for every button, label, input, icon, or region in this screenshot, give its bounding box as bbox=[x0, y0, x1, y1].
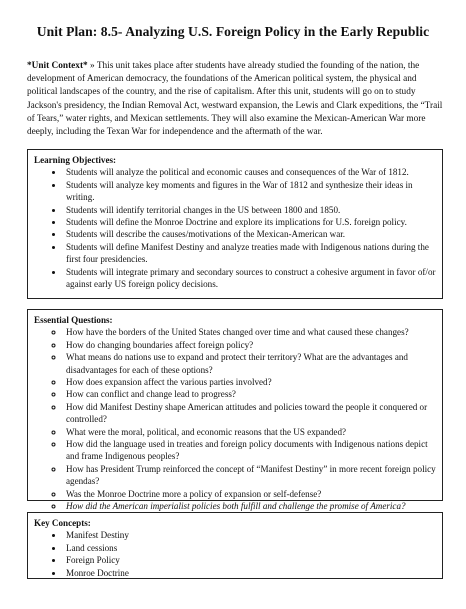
list-item: ◦ How have the borders of the United States changed over time and what caused these changes? bbox=[64, 326, 436, 338]
essential-questions-box bbox=[27, 309, 443, 512]
list-item: ◦ How did the language used in treaties and foreign policy documents with Indigenous nations depict and frame Indigenous peoples? bbox=[64, 438, 436, 463]
list-item: • Students will integrate primary and secondary sources to construct a cohesive argument in favor of/or against early US foreign policy decisions. bbox=[64, 266, 436, 291]
list-item: • Students will analyze key moments and figures in the War of 1812 and synthesize their ideas in writing. bbox=[64, 179, 436, 204]
list-item: ◦ How did Manifest Destiny shape American attitudes and policies toward the people it conquered or controlled? bbox=[64, 401, 436, 426]
list-item: ◦ What were the moral, political, and economic reasons that the US expanded? bbox=[64, 426, 436, 438]
page-title: Unit Plan: 8.5- Analyzing U.S. Foreign Policy in the Early Republic bbox=[36, 24, 430, 39]
list-item: ◦ How does expansion affect the various parties involved? bbox=[64, 376, 436, 388]
learning-objectives-heading: Learning Objectives: bbox=[34, 155, 117, 165]
essential-questions-list bbox=[34, 326, 436, 512]
key-concepts-heading: Key Concepts: bbox=[34, 518, 91, 528]
list-item: • Students will analyze the political and economic causes and consequences of the War of 1812. bbox=[64, 166, 436, 178]
list-item: • Students will define Manifest Destiny and analyze treaties made with Indigenous nations during the first four presidencies. bbox=[64, 241, 436, 266]
list-item: ◦ How do changing boundaries affect foreign policy? bbox=[64, 339, 436, 351]
essential-questions-heading: Essential Questions: bbox=[34, 315, 113, 325]
unit-context-paragraph bbox=[27, 60, 447, 139]
learning-objectives-box bbox=[27, 149, 443, 299]
list-item: • Monroe Doctrine bbox=[64, 567, 436, 579]
list-item: • Students will describe the causes/motivations of the Mexican-American war. bbox=[64, 228, 436, 240]
learning-objectives-list bbox=[34, 166, 436, 290]
list-item: • Foreign Policy bbox=[64, 554, 436, 566]
list-item: ◦ How can conflict and change lead to progress? bbox=[64, 388, 436, 400]
unit-context-label: *Unit Context* bbox=[27, 61, 88, 71]
list-item: ◦ What means do nations use to expand and protect their territory? What are the advantages and disadvantages for each of these options? bbox=[64, 351, 436, 376]
list-item: ◦ How has President Trump reinforced the concept of “Manifest Destiny” in more recent foreign policy agendas? bbox=[64, 463, 436, 488]
key-concepts-box bbox=[27, 512, 443, 579]
key-concepts-list bbox=[34, 529, 436, 579]
list-item: • Manifest Destiny bbox=[64, 529, 436, 541]
unit-context-text: » This unit takes place after students have already studied the founding of the nation, the development of American democracy, the foundations of the American political system, the physical and political landscapes of the country, and the rise of capitalism. After this unit, students will go on to study Jackson's presidency, the Indian Removal Act, westward expansion, the Lewis and Clark expeditions, the “Trail of Tears,” water rights, and Mexican settlements. They will also examine the Mexican-American War more deeply, including the Texan War for independence and the aftermath of the war. bbox=[27, 61, 443, 138]
list-item: • Students will define the Monroe Doctrine and explore its implications for U.S. foreign policy. bbox=[64, 216, 436, 228]
list-item: • Land cessions bbox=[64, 542, 436, 554]
list-item: ◦ Was the Monroe Doctrine more a policy of expansion or self-defense? bbox=[64, 488, 436, 500]
list-item: ◦ How did the American imperialist policies both fulfill and challenge the promise of America? bbox=[64, 500, 436, 512]
list-item: • Students will identify territorial changes in the US between 1800 and 1850. bbox=[64, 204, 436, 216]
